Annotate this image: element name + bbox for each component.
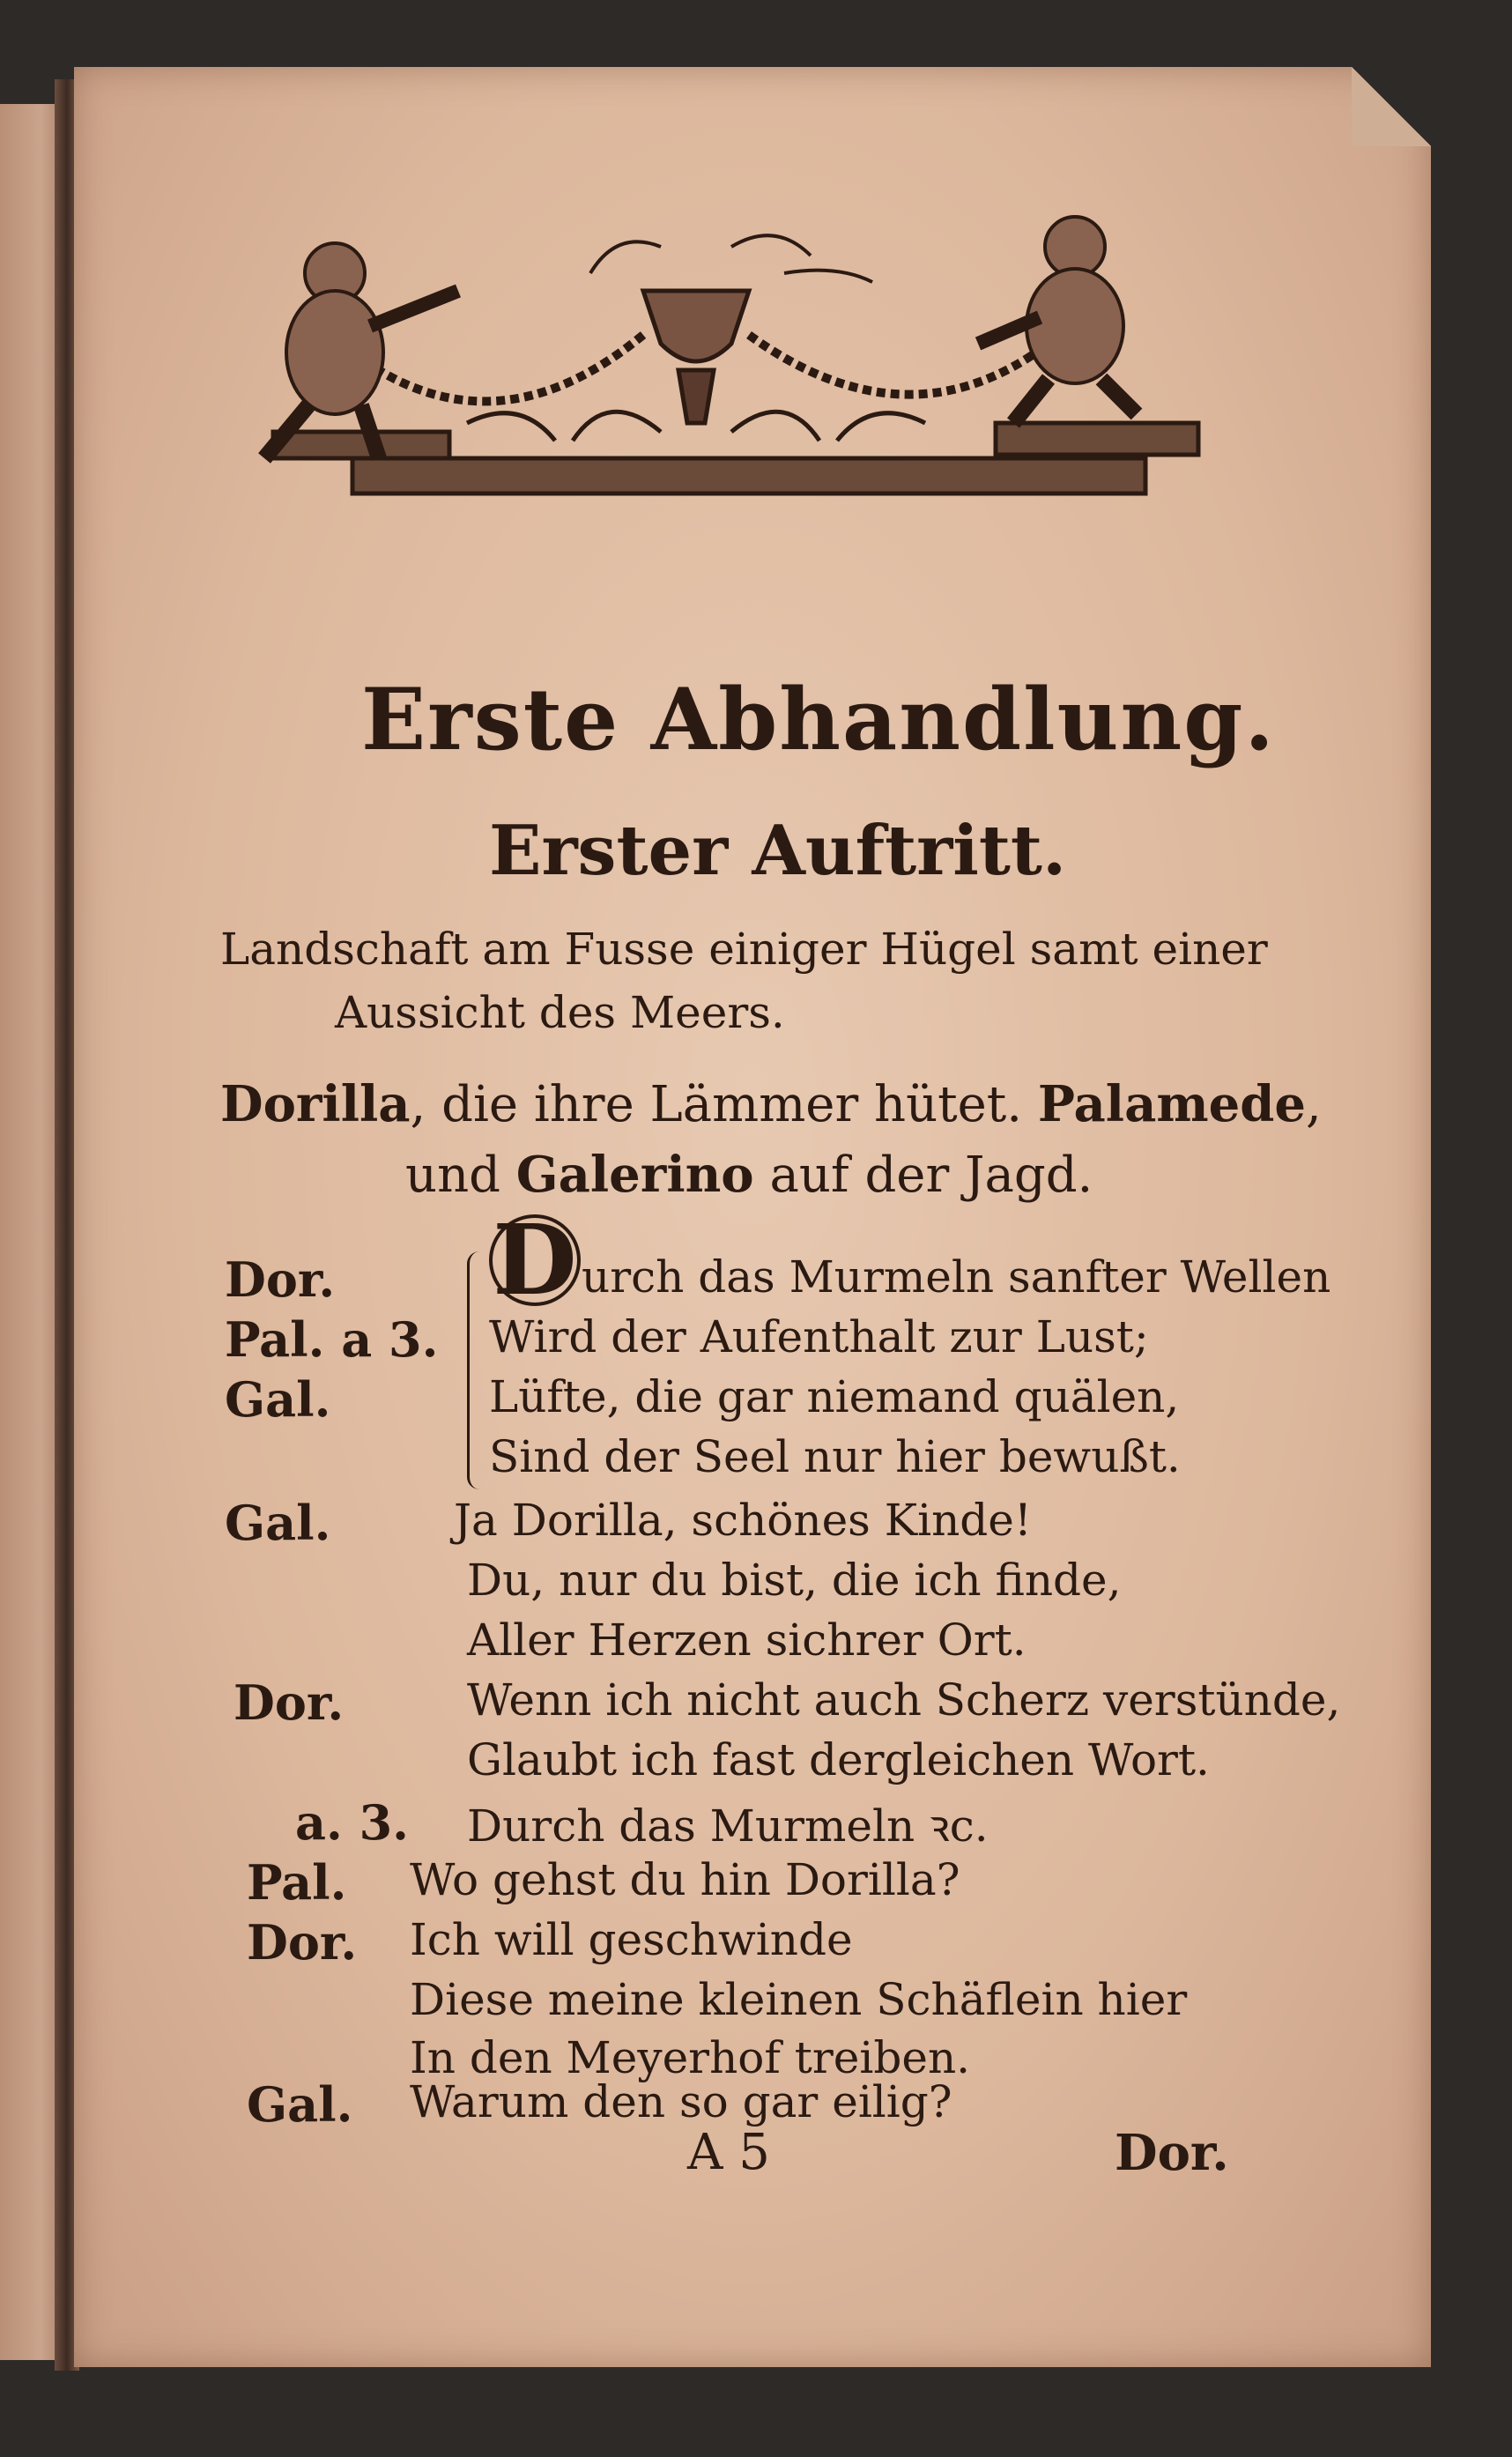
verse-line: Sind der Seel nur hier bewußt. bbox=[489, 1431, 1181, 1482]
speaker-label: Dor. bbox=[225, 1251, 336, 1308]
verse-line: Glaubt ich fast dergleichen Wort. bbox=[467, 1734, 1210, 1785]
character-name-galerino: Galerino bbox=[515, 1146, 754, 1204]
verse-line: Aller Herzen sichrer Ort. bbox=[467, 1614, 1027, 1666]
left-putto bbox=[264, 243, 458, 458]
verse-line: Wenn ich nicht auch Scherz verstünde, bbox=[467, 1674, 1341, 1726]
verse-line: Warum den so gar eilig? bbox=[410, 2076, 952, 2127]
verse-line: In den Meyerhof treiben. bbox=[410, 2032, 971, 2083]
signature-mark: A 5 bbox=[687, 2124, 770, 2181]
speaker-label: Gal. bbox=[247, 2076, 353, 2133]
trio-brace bbox=[467, 1251, 485, 1489]
character-name-palamede: Palamede bbox=[1037, 1075, 1307, 1133]
stage-direction-line-2: Aussicht des Meers. bbox=[335, 987, 785, 1038]
page-title: Erste Abhandlung. bbox=[361, 670, 1276, 769]
verse-line: Ich will geschwinde bbox=[410, 1914, 853, 1965]
character-name-dorilla: Dorilla bbox=[220, 1075, 411, 1133]
stage-direction-line-1: Landschaft am Fusse einiger Hügel samt einer bbox=[220, 924, 1268, 975]
drop-cap: D bbox=[489, 1214, 581, 1306]
verse-line: Ja Dorilla, schönes Kinde! bbox=[454, 1495, 1032, 1546]
character-list-line-1 bbox=[220, 1075, 1322, 1133]
verse-line: Durch das Murmeln ꝛc. bbox=[467, 1800, 989, 1852]
character-description: , die ihre Lämmer hütet. bbox=[410, 1076, 1023, 1133]
right-putto bbox=[978, 217, 1137, 423]
verse-line: Diese meine kleinen Schäflein hier bbox=[410, 1974, 1188, 2025]
character-list-line-2 bbox=[405, 1146, 1093, 1204]
speaker-label: Pal. bbox=[247, 1854, 347, 1911]
conjunction: und bbox=[405, 1147, 500, 1204]
speaker-label: a. 3. bbox=[295, 1794, 409, 1851]
headpiece-vignette-ornament bbox=[203, 194, 1225, 564]
punctuation: , bbox=[1306, 1076, 1322, 1133]
verse-line: Wo gehst du hin Dorilla? bbox=[410, 1854, 960, 1905]
speaker-label: Dor. bbox=[233, 1674, 345, 1731]
verse-line: Wird der Aufenthalt zur Lust; bbox=[489, 1311, 1149, 1362]
speaker-label: Gal. bbox=[225, 1495, 331, 1551]
verse-line: urch das Murmeln sanfter Wellen bbox=[582, 1251, 1331, 1303]
verse-line: Du, nur du bist, die ich finde, bbox=[467, 1555, 1122, 1606]
speaker-label: Dor. bbox=[247, 1914, 358, 1971]
catchword: Dor. bbox=[1115, 2124, 1229, 2182]
scene-heading: Erster Auftritt. bbox=[489, 811, 1067, 891]
speaker-label: Gal. bbox=[225, 1371, 331, 1428]
verse-line: Lüfte, die gar niemand quälen, bbox=[489, 1371, 1180, 1422]
speaker-label: Pal. a 3. bbox=[225, 1311, 439, 1368]
page-corner-fold bbox=[1352, 67, 1431, 146]
character-description: auf der Jagd. bbox=[769, 1147, 1093, 1204]
